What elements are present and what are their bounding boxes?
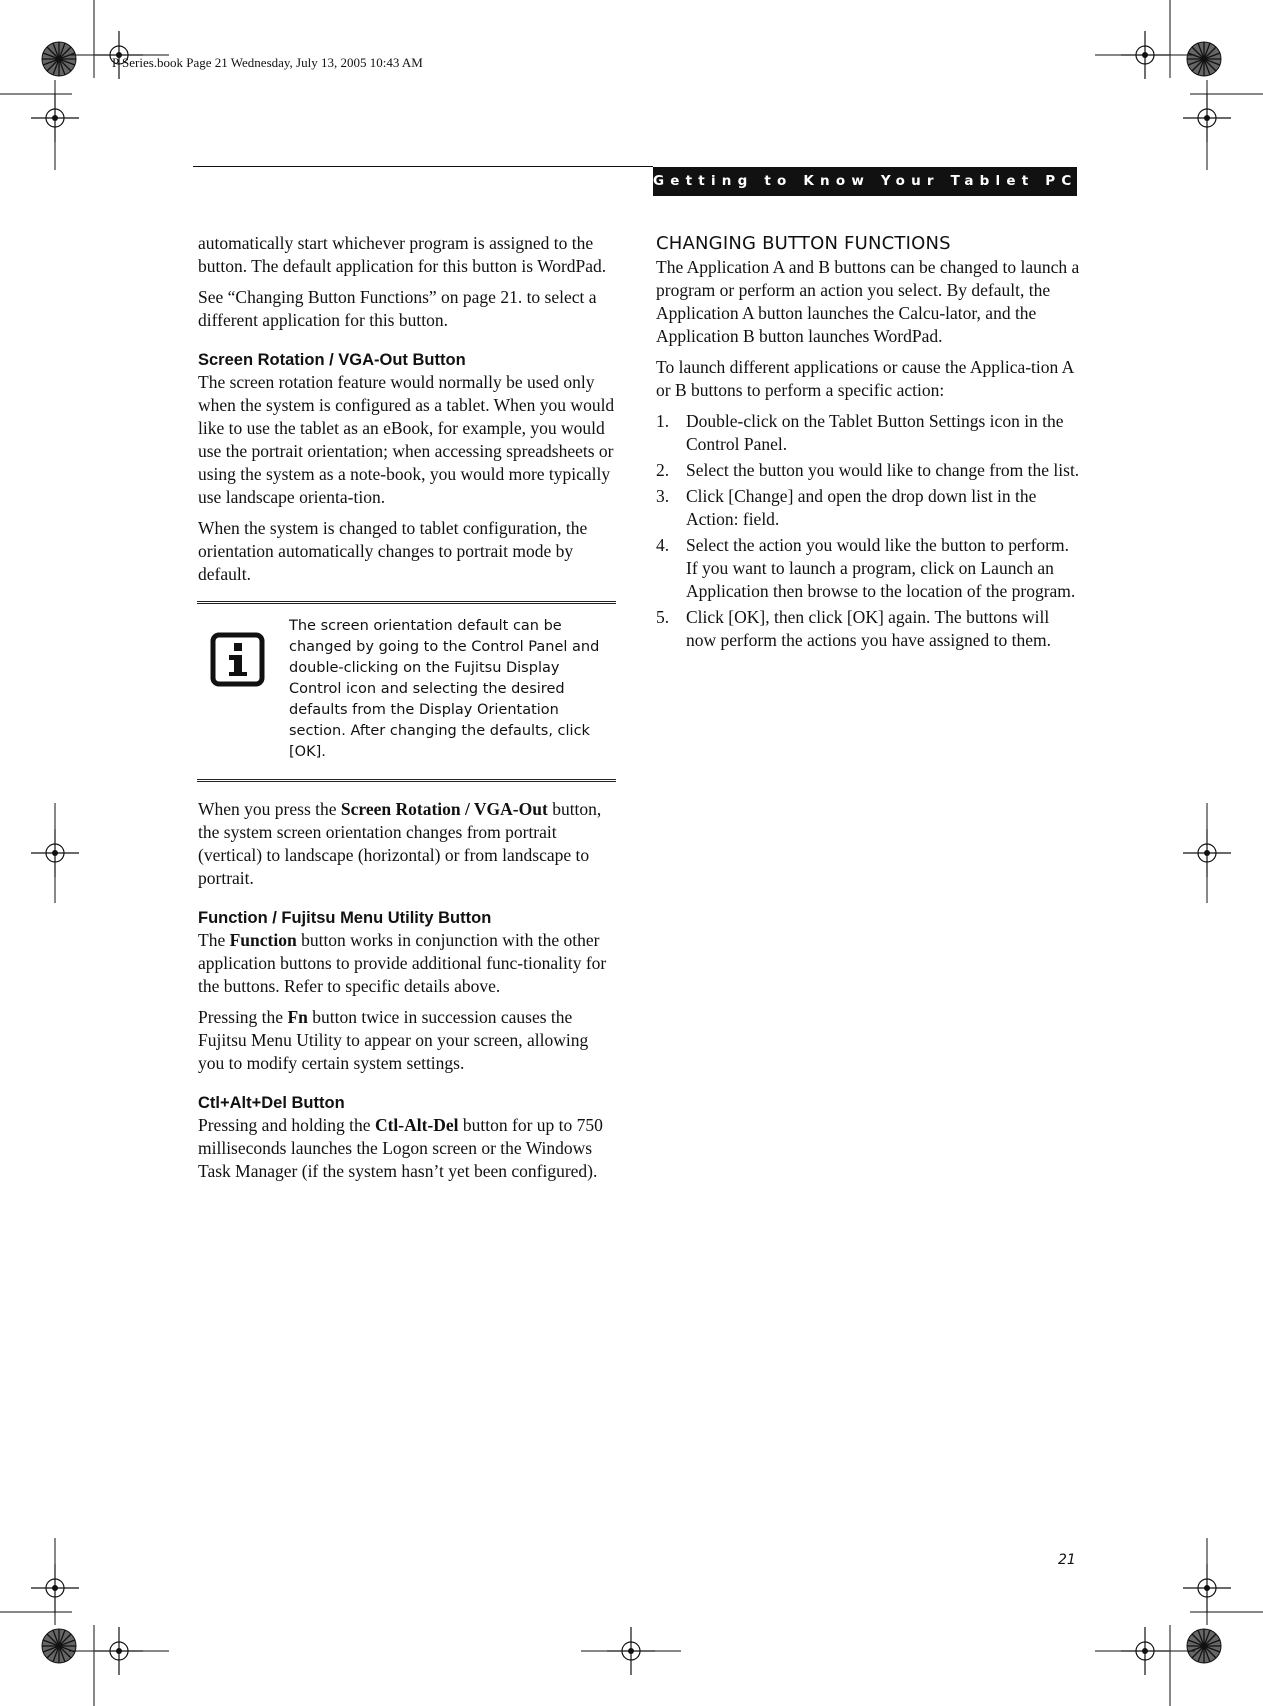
- step-number: 1.: [656, 411, 670, 431]
- text: button, the system screen orientation changes from portrait (vertical) to landscape (horizontal) or from landscape to portrait.: [198, 799, 602, 888]
- bold-term: Ctl-Alt-Del: [374, 1115, 459, 1135]
- text: Pressing the: [198, 1007, 288, 1027]
- list-item: [656, 534, 1080, 603]
- paragraph: [198, 1114, 618, 1183]
- text: When you press the: [198, 799, 341, 819]
- bold-term: Screen Rotation / VGA-Out: [340, 799, 548, 819]
- steps-list: [656, 410, 1080, 652]
- step-text: Select the action you would like the button to perform. If you want to launch a program, click on Launch an Application then browse to the location of the program.: [686, 535, 1076, 601]
- text: button works in conjunction with the other application buttons to provide additional func-tionality for the buttons. Refer to specific details above.: [198, 930, 607, 996]
- paragraph: automatically start whichever program is assigned to the button. The default application for this button is WordPad.: [198, 233, 607, 276]
- info-icon: [210, 632, 265, 687]
- step-number: 3.: [656, 486, 670, 506]
- list-item: [656, 606, 1080, 652]
- bold-term: Function: [229, 930, 297, 950]
- paragraph: When the system is changed to tablet configuration, the orientation automatically changes to portrait mode by default.: [198, 518, 588, 584]
- right-column: [656, 232, 1080, 655]
- page-number: 21: [1058, 1552, 1076, 1568]
- step-number: 2.: [656, 460, 670, 480]
- step-text: Click [Change] and open the drop down list in the Action: field.: [686, 486, 1037, 529]
- function-heading: Function / Fujitsu Menu Utility Button: [198, 909, 492, 927]
- note-text: The screen orientation default can be changed by going to the Control Panel and double-clicking on the Fujitsu Display Control icon and selecting the desired defaults from the Display Orientation section. After changing the defaults, click [OK].: [289, 618, 600, 760]
- step-text: Click [OK], then click [OK] again. The buttons will now perform the actions you have assigned to them.: [686, 607, 1051, 650]
- paragraph: [198, 798, 618, 890]
- paragraph: [198, 929, 618, 998]
- text: button for up to 750 milliseconds launches the Logon screen or the Windows Task Manager (if the system hasn’t yet been configured).: [198, 1115, 603, 1181]
- paragraph: See “Changing Button Functions” on page 21. to select a different application for this button.: [198, 287, 597, 330]
- header-rule: [193, 166, 653, 167]
- info-note: [197, 601, 616, 782]
- step-number: 5.: [656, 607, 670, 627]
- text: The: [198, 930, 230, 950]
- bold-term: Fn: [287, 1007, 308, 1027]
- running-head: Getting to Know Your Tablet PC: [653, 167, 1077, 196]
- step-text: Select the button you would like to change from the list.: [686, 460, 1080, 480]
- paragraph: The screen rotation feature would normally be used only when the system is configured as a tablet. When you would like to use the tablet as an eBook, for example, you would use the portrait orientation; when accessing spreadsheets or using the system as a note-book, you would more typically use landscape orienta-tion.: [198, 372, 615, 507]
- paragraph: [198, 1006, 618, 1075]
- step-text: Double-click on the Tablet Button Settings icon in the Control Panel.: [686, 411, 1064, 454]
- print-slug: P Series.book Page 21 Wednesday, July 13, 2005 10:43 AM: [112, 55, 423, 70]
- paragraph: To launch different applications or cause the Applica-tion A or B buttons to perform a specific action:: [656, 357, 1074, 400]
- text: button twice in succession causes the Fujitsu Menu Utility to appear on your screen, allowing you to modify certain system settings.: [198, 1007, 589, 1073]
- section-heading: CHANGING BUTTON FUNCTIONS: [656, 233, 951, 254]
- list-item: [656, 485, 1080, 531]
- list-item: [656, 459, 1080, 482]
- paragraph: The Application A and B buttons can be changed to launch a program or perform an action you select. By default, the Application A button launches the Calcu-lator, and the Application B button launches WordPad.: [656, 257, 1080, 346]
- left-column: [198, 232, 618, 1191]
- screen-rotation-heading: Screen Rotation / VGA-Out Button: [198, 351, 466, 369]
- text: Pressing and holding the: [198, 1115, 375, 1135]
- step-number: 4.: [656, 535, 670, 555]
- ctl-alt-del-heading: Ctl+Alt+Del Button: [198, 1094, 345, 1112]
- list-item: [656, 410, 1080, 456]
